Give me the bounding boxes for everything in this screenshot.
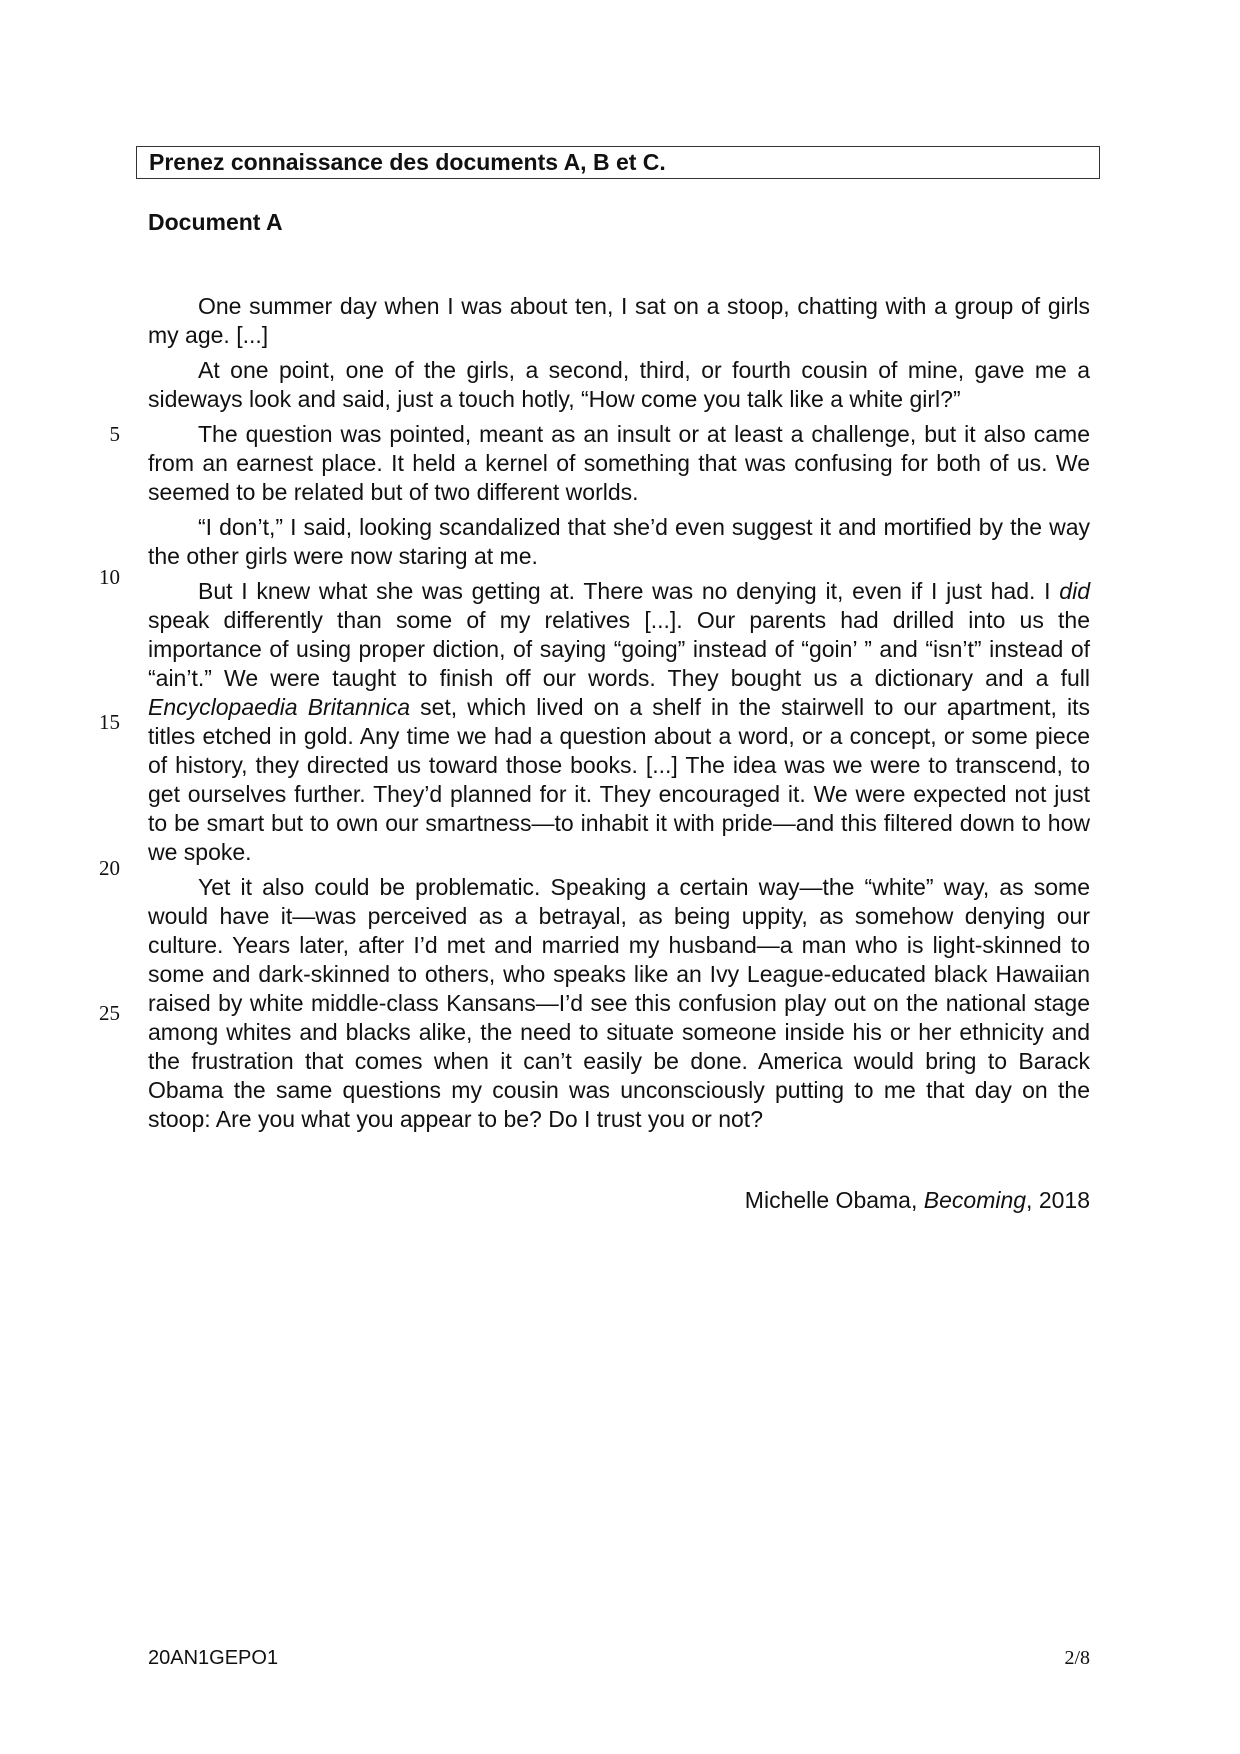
passage-paragraph: One summer day when I was about ten, I sat on a stoop, chatting with a group of girls my age. [...] xyxy=(148,293,1090,348)
citation-year: , 2018 xyxy=(1026,1187,1090,1213)
instruction-box xyxy=(136,146,1100,179)
page-number: 2/8 xyxy=(1064,1647,1090,1669)
italic-phrase: did xyxy=(1059,578,1090,604)
passage-paragraph: “I don’t,” I said, looking scandalized that she’d even suggest it and mortified by the way the other girls were now staring at me. xyxy=(148,514,1090,569)
passage-paragraph: The question was pointed, meant as an insult or at least a challenge, but it also came from an earnest place. It held a kernel of something that was confusing for both of us. We seemed to be related but of two different worlds. xyxy=(148,421,1090,505)
passage-paragraph: At one point, one of the girls, a second, third, or fourth cousin of mine, gave me a sideways look and said, just a touch hotly, “How come you talk like a white girl?” xyxy=(148,357,1090,412)
citation-work: Becoming xyxy=(923,1187,1027,1213)
citation xyxy=(745,1187,1090,1214)
passage-body xyxy=(148,292,1090,1140)
instruction-text: Prenez connaissance des documents A, B et C. xyxy=(149,149,666,175)
line-number: 20 xyxy=(99,856,120,880)
document-title: Document A xyxy=(148,209,283,235)
passage-paragraph: But I knew what she was getting at. There was no denying it, even if I just had. I did speak differently than some of my relatives [...]. Our parents had drilled into us the importance of using proper diction, of saying “going” instead of “goin’ ” and “isn’t” instead of “ain’t.” We were taught to finish off our words. They bought us a dictionary and a full Encyclopaedia Britannica set, which lived on a shelf in the stairwell to our apartment, its titles etched in gold. Any time we had a question about a word, or a concept, or some piece of history, they directed us toward those books. [...] The idea was we were to transcend, to get ourselves further. They’d planned for it. They encouraged it. We were expected not just to be smart but to own our smartness—to inhabit it with pride—and this filtered down to how we spoke. xyxy=(148,578,1090,865)
citation-author: Michelle Obama, xyxy=(744,1187,924,1213)
footer-code: 20AN1GEPO1 xyxy=(148,1647,279,1669)
line-number: 15 xyxy=(99,710,120,734)
italic-phrase: Encyclopaedia Britannica xyxy=(148,694,410,720)
line-number: 5 xyxy=(109,422,120,446)
line-number: 10 xyxy=(99,565,120,589)
passage-paragraph: Yet it also could be problematic. Speaking a certain way—the “white” way, as some would have it—was perceived as a betrayal, as being uppity, as somehow denying our culture. Years later, after I’d met and married my husband—a man who is light-skinned to some and dark-skinned to others, who speaks like an Ivy League-educated black Hawaiian raised by white middle-class Kansans—I’d see this confusion play out on the national stage among whites and blacks alike, the need to situate someone inside his or her ethnicity and the frustration that comes when it can’t easily be done. America would bring to Barack Obama the same questions my cousin was unconsciously putting to me that day on the stoop: Are you what you appear to be? Do I trust you or not? xyxy=(148,874,1090,1132)
line-number: 25 xyxy=(99,1001,120,1025)
